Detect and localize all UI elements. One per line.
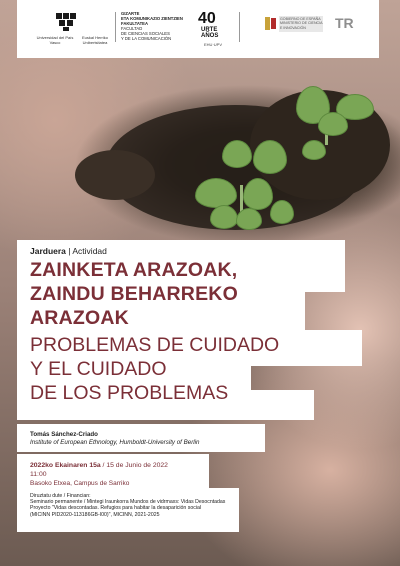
title-spanish: PROBLEMAS DE CUIDADO Y EL CUIDADO DE LOS PROBLEMAS <box>30 334 280 404</box>
divider <box>115 12 116 42</box>
event-date: 2022ko Ekainaren 15a / 15 de Junio de 2022 11:00 <box>30 462 168 478</box>
title-basque: ZAINKETA ARAZOAK, ZAINDU BEHARREKO ARAZOAK <box>30 259 238 329</box>
anniversary-number: 40 <box>198 10 216 27</box>
divider <box>239 12 240 42</box>
ministry-name: GOBIERNO DE ESPAÑA MINISTERIO DE CIENCIA E INNOVACIÓN <box>280 17 323 30</box>
event-place: Basoko Etxea, Campus de Sarriko <box>30 480 130 487</box>
event-time: 11:00 <box>30 471 47 478</box>
university-name-es: Universidad del País Vasco <box>36 35 74 45</box>
university-seal-icon <box>55 12 77 32</box>
funding-info: Diruztatu dute / Financian: Seminario permanente / Mintegi Iraunkorra Mundos de vidrmaxs: Vidas Desocntadas Proyecto "Vidas descontadas. Refugios para habitar la desaparición social (MICINN PID2020-113186GB-I00)", MICINN, 2021-2025 <box>30 493 226 518</box>
speaker-name: Tomás Sánchez-Criado <box>30 431 98 438</box>
speaker <box>30 431 199 447</box>
speaker-affiliation: Institute of European Ethnology, Humboldt-University of Berlin <box>30 439 200 446</box>
faculty-name: GIZARTE ETA KOMUNIKAZIO ZIENTZIEN FAKULTATEA FACULTAD DE CIENCIAS SOCIALES Y DE LA COMUNICACIÓN <box>121 11 183 41</box>
partner-logo: TR <box>335 15 354 31</box>
logo-header <box>17 0 379 58</box>
activity-type: Jarduera | Actividad <box>30 246 107 256</box>
anniversary-sub: EHU·UPV <box>204 42 223 47</box>
anniversary-label: URTE AÑOS <box>201 27 219 39</box>
university-name-eu: Euskal Herriko Unibertsitatea <box>81 35 108 45</box>
